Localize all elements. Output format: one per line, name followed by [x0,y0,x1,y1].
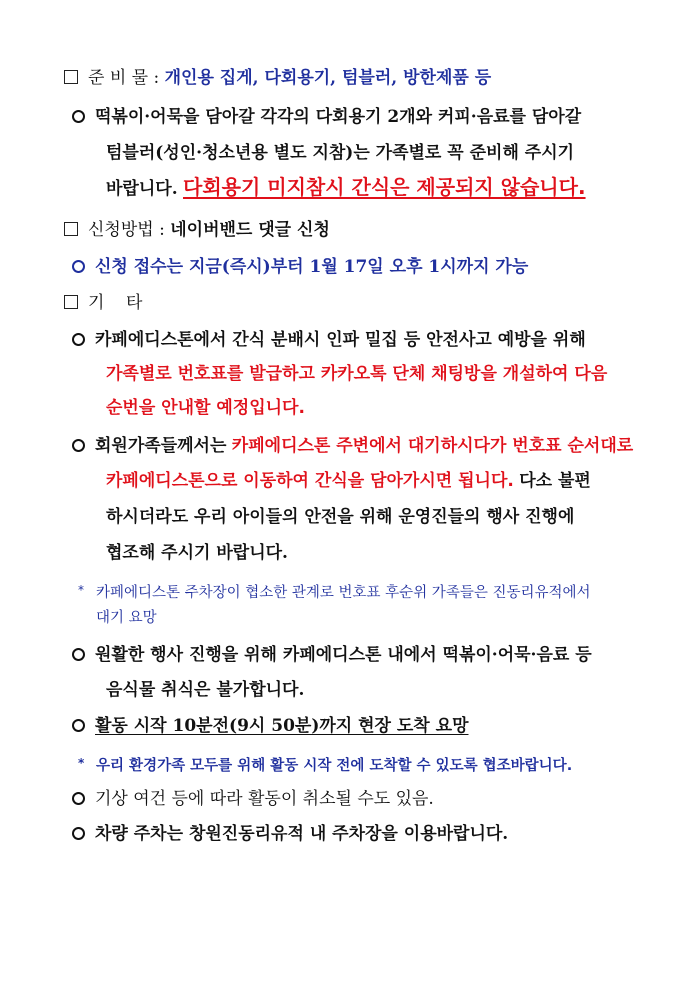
circle-bullet-icon [72,260,85,273]
other-heading: 기 타 [88,293,143,313]
other-bullet1-line3: 순번을 안내할 예정입니다. [106,398,305,418]
weather-note: 기상 여건 등에 따라 활동이 취소될 수도 있음. [95,789,434,809]
supplies-text: 바랍니다. [106,179,178,199]
other-text: 원활한 행사 진행을 위해 카페에디스톤 내에서 떡볶이·어묵·음료 등 [95,645,592,665]
supplies-heading-row [64,66,491,90]
other-bullet2-line4: 협조해 주시기 바랍니다. [106,543,288,563]
apply-note [72,255,528,279]
other-bullet1-line2: 가족별로 번호표를 발급하고 카카오톡 단체 채팅방을 개설하여 다음 [106,364,608,384]
other-text: 카페에디스톤에서 간식 분배시 인파 밀집 등 안전사고 예방을 위해 [95,330,586,350]
parking-note-line1 [78,578,591,605]
circle-bullet-icon [72,110,85,123]
square-bullet-icon [64,295,78,309]
supplies-items: 개인용 집게, 다회용기, 텀블러, 방한제품 등 [164,68,492,88]
other-heading-row [64,291,142,315]
other-red-text: 카페에디스톤으로 이동하여 간식을 담아가시면 됩니다. [106,471,514,491]
arrival-deadline: 활동 시작 10분전(9시 50분)까지 현장 도착 요망 [95,716,469,736]
arrival-note [78,751,572,778]
parking-info: 차량 주차는 창원진동리유적 내 주차장을 이용바랍니다. [95,824,509,844]
apply-heading: 신청방법 : [88,220,165,240]
other-bullet2-line3: 하시더라도 우리 아이들의 안전을 위해 운영진들의 행사 진행에 [106,507,575,527]
circle-bullet-icon [72,439,85,452]
circle-bullet-icon [72,719,85,732]
apply-note-text: 신청 접수는 지금(즉시)부터 1월 17일 오후 1시까지 가능 [95,257,529,277]
square-bullet-icon [64,70,78,84]
apply-heading-row [64,218,330,242]
supplies-bullet-line1 [72,105,581,129]
other-bullet4 [72,714,469,738]
supplies-text: 떡볶이·어묵을 담아갈 각각의 다회용기 2개와 커피·음료를 담아갈 [95,107,582,127]
other-text: 회원가족들께서는 [95,436,227,456]
apply-method: 네이버밴드 댓글 신청 [170,220,330,240]
supplies-bullet-line3 [106,175,586,201]
other-red-text: 카페에디스톤 주변에서 대기하시다가 번호표 순서대로 [231,436,634,456]
parking-note-line2: 대기 요망 [96,610,157,626]
arrival-note-text: 우리 환경가족 모두를 위해 활동 시작 전에 도착할 수 있도록 협조바랍니다. [96,758,573,774]
other-text: 다소 불편 [519,471,591,491]
supplies-heading: 준 비 물 : [88,68,160,88]
other-bullet3-line2: 음식물 취식은 불가합니다. [106,680,305,700]
square-bullet-icon [64,222,78,236]
other-bullet5 [72,787,434,811]
supplies-warning: 다회용기 미지참시 간식은 제공되지 않습니다. [183,175,586,199]
asterisk-icon: * [78,583,84,597]
supplies-bullet-line2: 텀블러(성인·청소년용 별도 지참)는 가족별로 꼭 준비해 주시기 [106,143,575,163]
other-bullet1-line1 [72,328,586,352]
asterisk-icon: * [78,756,85,770]
other-bullet2-line2 [106,469,591,493]
other-bullet6 [72,822,508,846]
parking-note-text: 카페에디스톤 주차장이 협소한 관계로 번호표 후순위 가족들은 진동리유적에서 [96,585,591,601]
circle-bullet-icon [72,648,85,661]
other-bullet3-line1 [72,643,592,667]
other-bullet2-line1 [72,434,633,458]
circle-bullet-icon [72,792,85,805]
circle-bullet-icon [72,333,85,346]
circle-bullet-icon [72,827,85,840]
